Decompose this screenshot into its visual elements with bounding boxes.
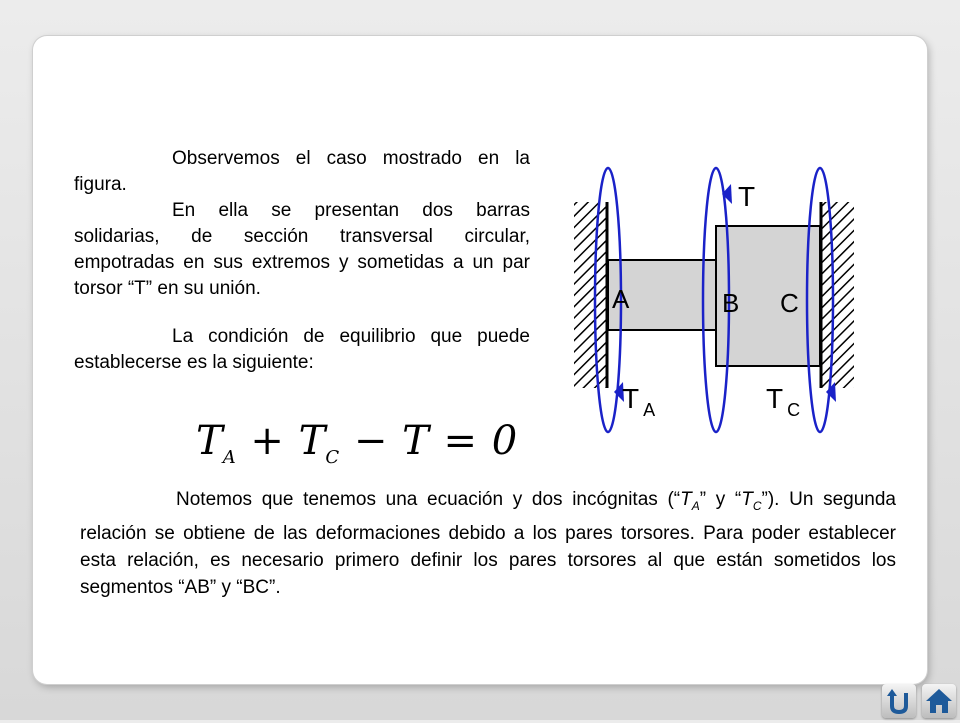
label-b: B — [722, 288, 740, 318]
intro-text — [74, 146, 530, 376]
intro-paragraph-2: En ella se presentan dos barras solidarias, de sección transversal circular, empotradas en sus extremos y sometidas a un par torsor “T” en su unión. — [74, 200, 530, 299]
note-paragraph: Notemos que tenemos una ecuación y dos incógnitas (“$T_A$” y “$T_C$”). Un segunda relación se obtiene de las deformaciones debido a los pares torsores. Para poder establecer esta relación, es necesario primero definir los pares torsores al que están sometidos los segmentos “AB” y “BC”. — [80, 489, 897, 598]
eq-equals: = — [443, 418, 477, 464]
intro-paragraph-1: Observemos el caso mostrado en la figura. — [74, 148, 530, 195]
eq-zero: 0 — [491, 418, 518, 464]
eq-plus: + — [250, 418, 284, 464]
label-tc: T $_C$ — [766, 383, 801, 420]
intro-paragraph-3: La condición de equilibrio que puede establecerse es la siguiente: — [74, 326, 530, 373]
equilibrium-equation — [196, 418, 518, 474]
label-t: T — [738, 181, 756, 212]
torsion-figure — [560, 150, 870, 450]
right-wall — [821, 202, 854, 388]
eq-t: T — [402, 418, 429, 464]
eq-minus: − — [353, 418, 388, 464]
eq-tc: $T_C$ — [298, 418, 340, 468]
eq-ta: $T_A$ — [196, 418, 236, 468]
label-a: A — [612, 284, 630, 314]
left-wall — [574, 202, 607, 388]
home-icon — [922, 684, 956, 718]
back-button[interactable] — [882, 684, 916, 718]
return-arrow-icon — [882, 684, 916, 718]
home-button[interactable] — [922, 684, 956, 718]
label-ta: T $_A$ — [622, 383, 656, 420]
label-c: C — [780, 288, 799, 318]
